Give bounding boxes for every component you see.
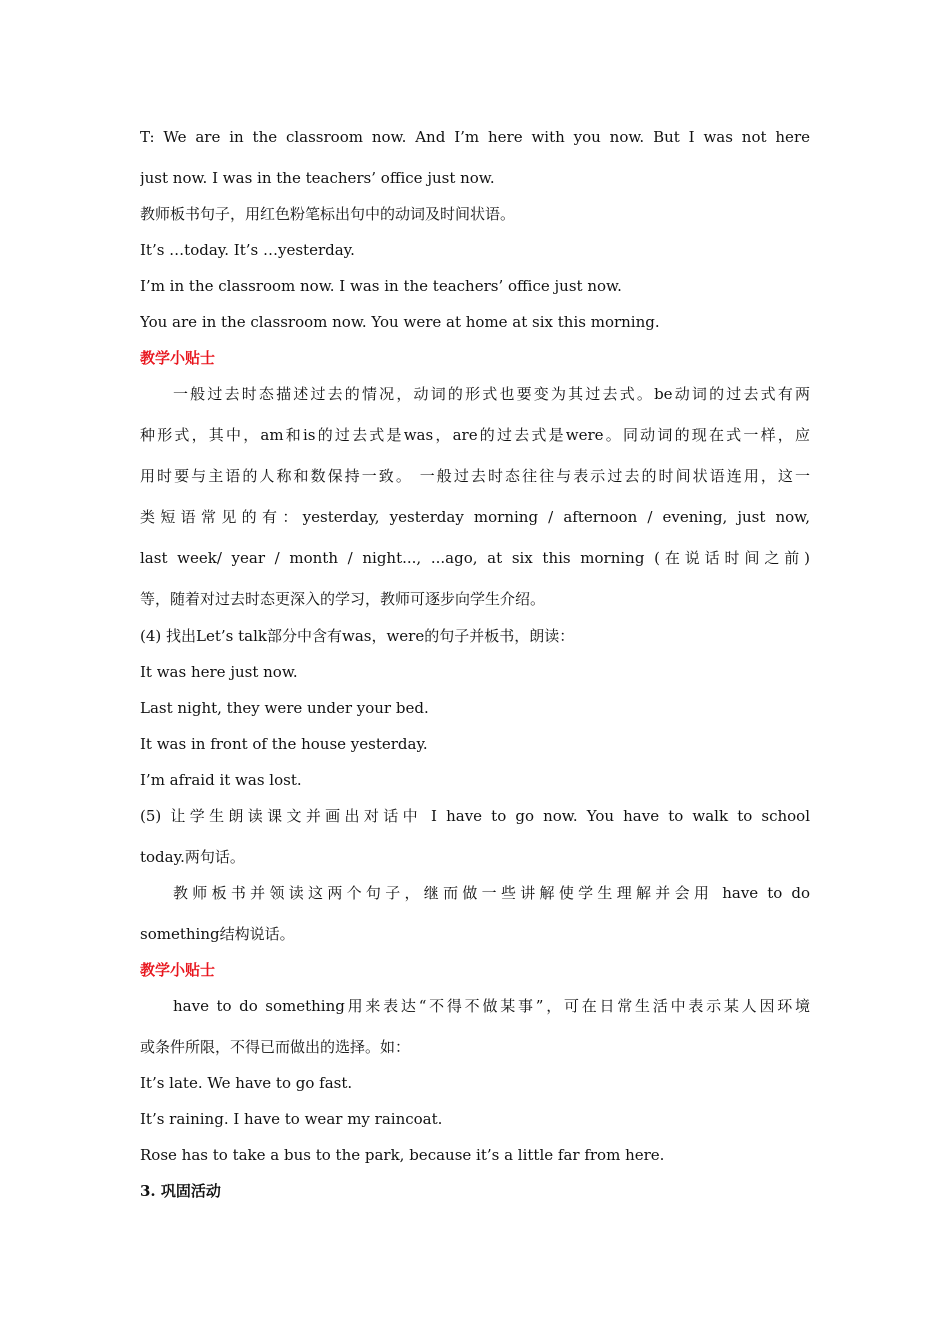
instruction-board: 教师板书句子，用红色粉笔标出句中的动词及时间状语。 (140, 205, 516, 223)
board-paragraph-line-1: 教师板书并领读这两个句子，继而做一些讲解使学生理解并会用 have to do (173, 884, 810, 902)
board-paragraph-line-2: something结构说话。 (140, 925, 295, 943)
step-4-sentence-1: It was here just now. (140, 663, 298, 681)
tip2-paragraph-line-2: 或条件所限，不得已而做出的选择。如： (140, 1038, 411, 1056)
step-4-sentence-4: I’m afraid it was lost. (140, 771, 302, 789)
dialogue-line-1: T: We are in the classroom now. And I’m here with you now. But I was not here (140, 128, 810, 146)
tip-paragraph-line-1: 一般过去时态描述过去的情况，动词的形式也要变为其过去式。be动词的过去式有两 (173, 385, 810, 403)
example-raining: It’s raining. I have to wear my raincoat. (140, 1110, 443, 1128)
teaching-tip-heading-2: 教学小贴士 (140, 961, 216, 979)
example-you: You are in the classroom now. You were at home at six this morning. (140, 313, 660, 331)
tip-paragraph-line-5: last week/ year / month / night..., ...ago, at six this morning (在说话时间之前) (140, 549, 810, 567)
tip-paragraph-line-6: 等，随着对过去时态更深入的学习，教师可逐步向学生介绍。 (140, 590, 546, 608)
example-im: I’m in the classroom now. I was in the teachers’ office just now. (140, 277, 622, 295)
step-5-instruction-line-2: today.两句话。 (140, 848, 245, 866)
teaching-tip-heading: 教学小贴士 (140, 349, 216, 367)
tip-paragraph-line-3: 用时要与主语的人称和数保持一致。 一般过去时态往往与表示过去的时间状语连用，这一 (140, 467, 810, 485)
section-heading-3: 3. 巩固活动 (140, 1182, 221, 1200)
example-rose: Rose has to take a bus to the park, because it’s a little far from here. (140, 1146, 665, 1164)
step-4-instruction: (4) 找出Let’s talk部分中含有was，were的句子并板书，朗读： (140, 627, 575, 645)
step-4-sentence-3: It was in front of the house yesterday. (140, 735, 428, 753)
dialogue-line-2: just now. I was in the teachers’ office just now. (140, 169, 495, 187)
example-late: It’s late. We have to go fast. (140, 1074, 353, 1092)
tip-paragraph-line-4: 类短语常见的有：yesterday, yesterday morning / afternoon / evening, just now, (140, 508, 810, 526)
tip-paragraph-line-2: 种形式，其中，am和is的过去式是was，are的过去式是were。同动词的现在式一样，应 (140, 426, 810, 444)
step-4-sentence-2: Last night, they were under your bed. (140, 699, 429, 717)
step-5-instruction-line-1: (5) 让学生朗读课文并画出对话中 I have to go now. You have to walk to school (140, 807, 810, 825)
example-its: It’s …today. It’s …yesterday. (140, 241, 355, 259)
tip2-paragraph-line-1: have to do something用来表达“不得不做某事”，可在日常生活中表示某人因环境 (173, 997, 810, 1015)
